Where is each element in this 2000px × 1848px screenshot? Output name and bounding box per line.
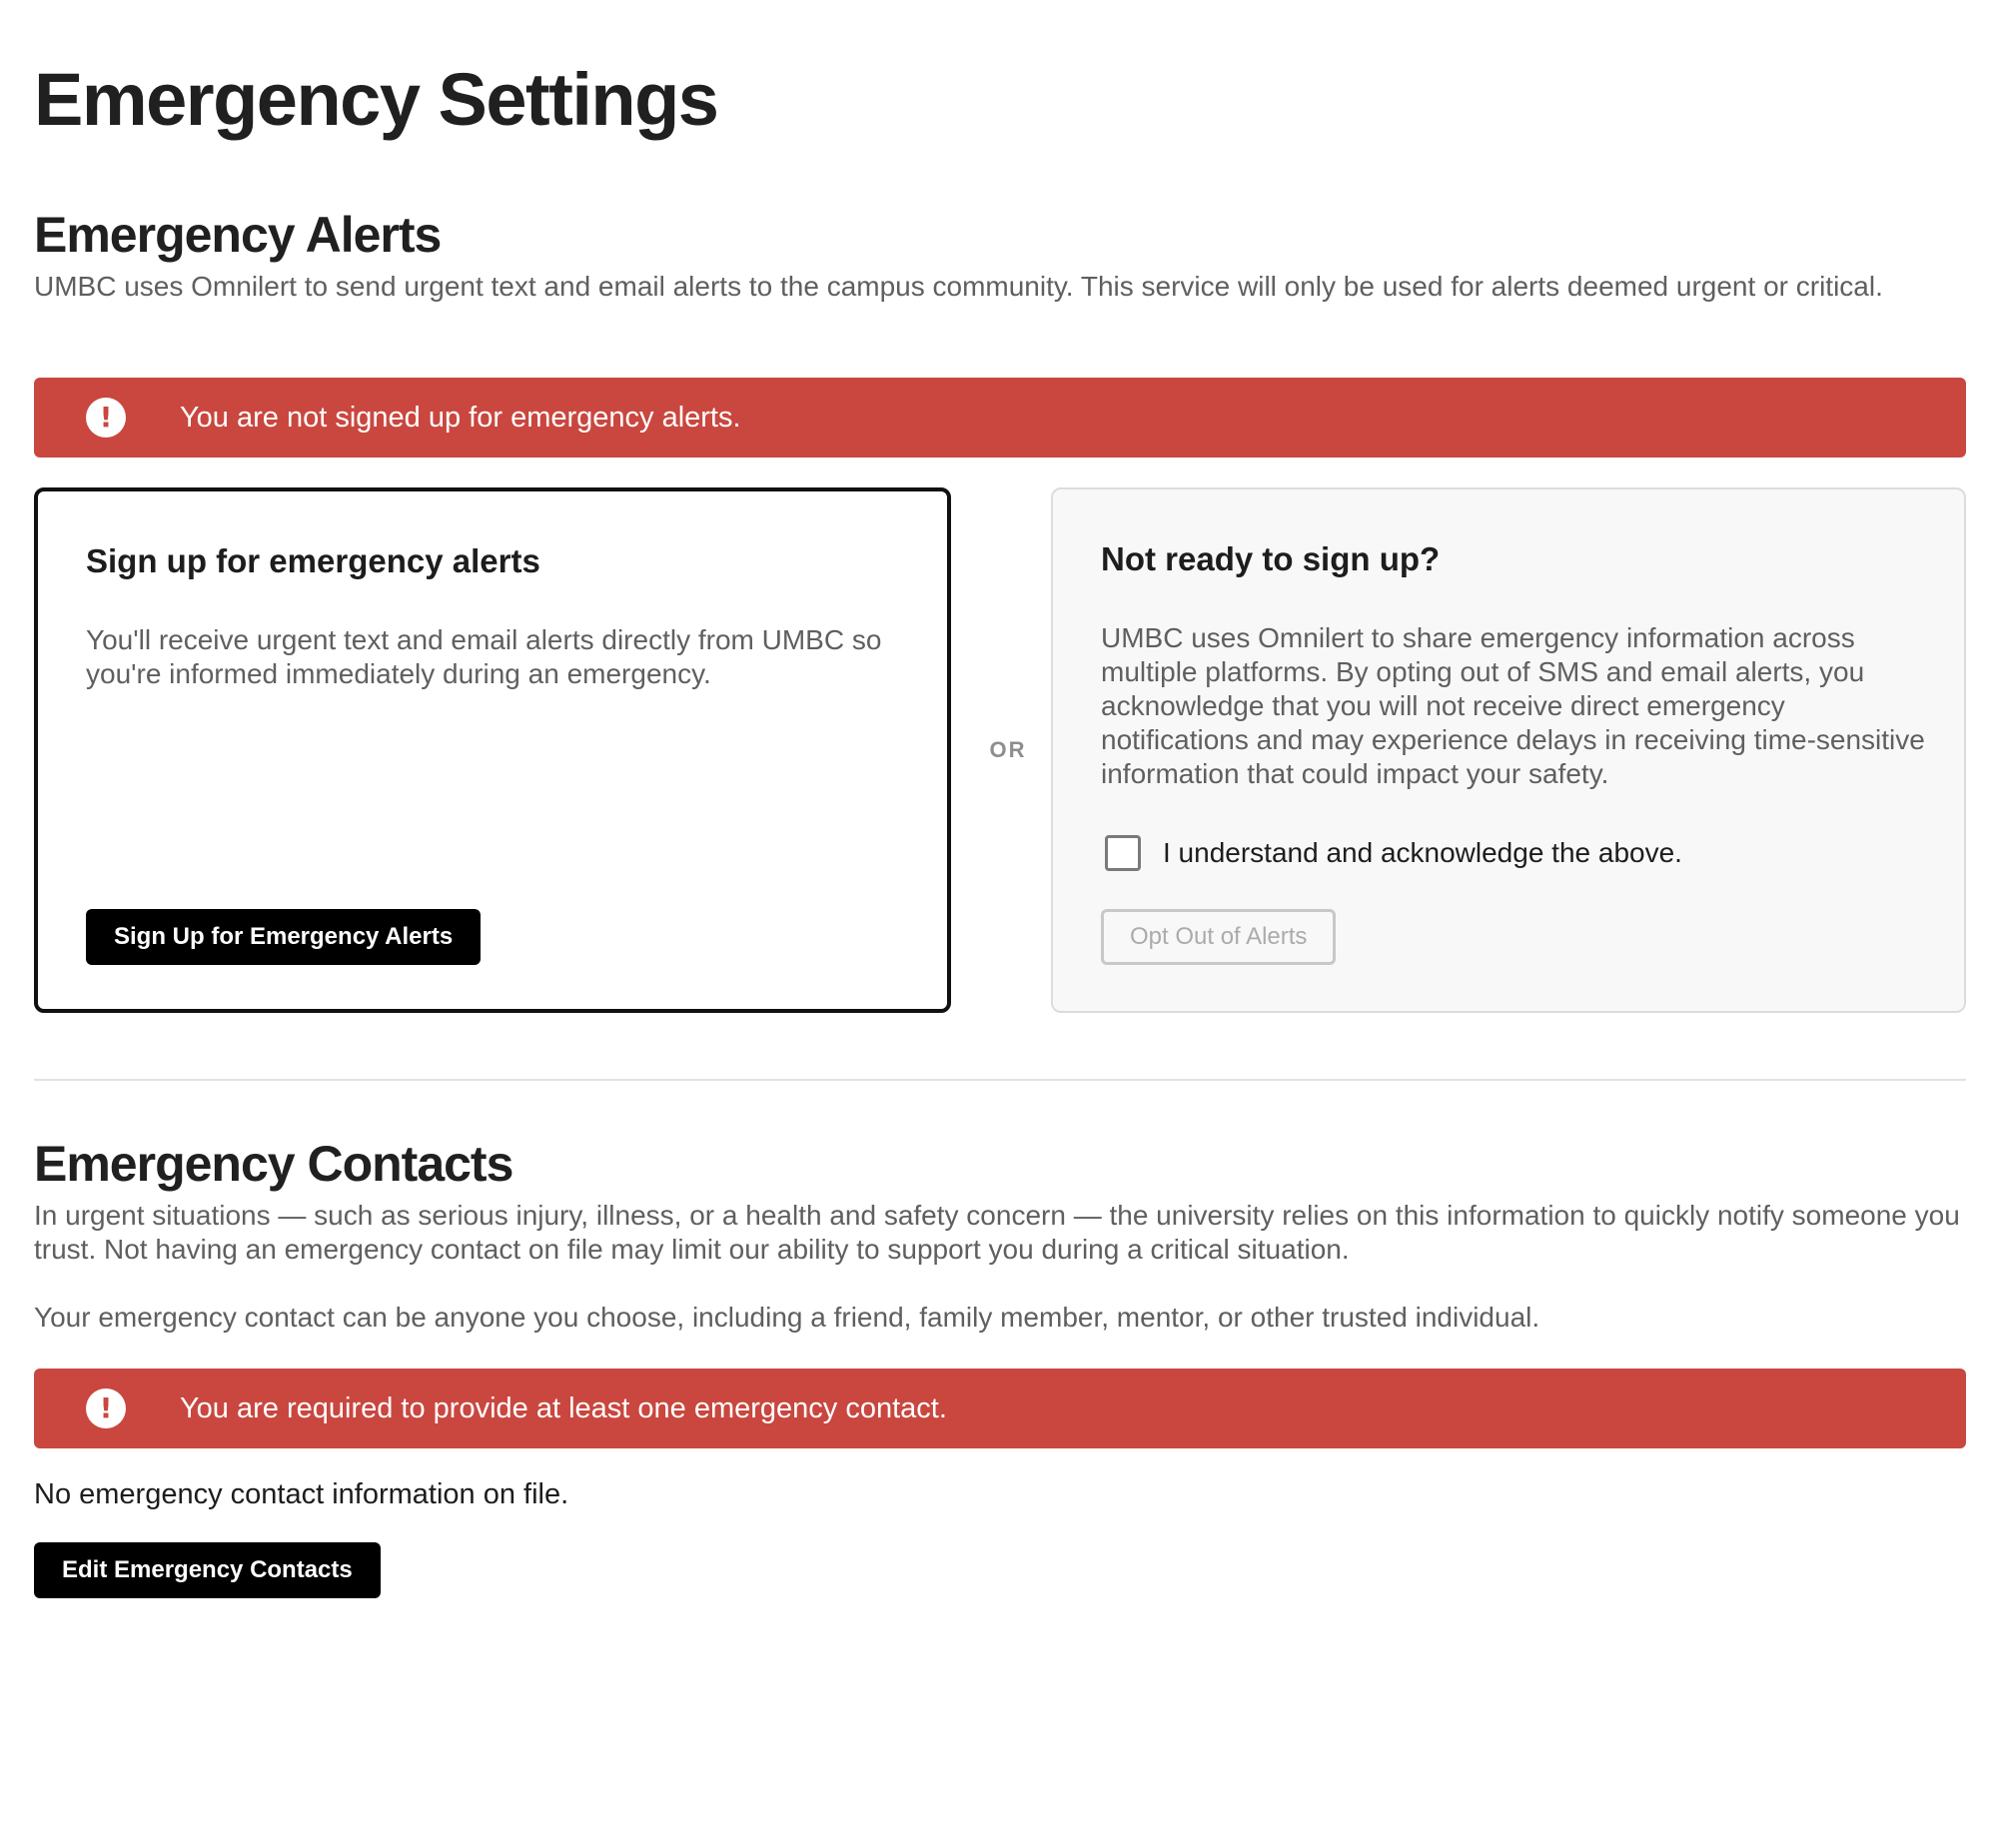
emergency-contacts-note: Your emergency contact can be anyone you choose, including a friend, family member, mentor, or other trusted individual. [34,1302,1540,1333]
opt-out-alerts-button[interactable]: Opt Out of Alerts [1101,909,1336,965]
acknowledge-row[interactable] [1105,835,1682,871]
alerts-status-text: You are not signed up for emergency alerts. [180,402,741,434]
emergency-alerts-description: UMBC uses Omnilert to send urgent text and email alerts to the campus community. This service will only be used for alerts deemed urgent or critical. [34,271,1883,302]
signup-card-title: Sign up for emergency alerts [86,542,540,579]
emergency-contacts-description: In urgent situations — such as serious injury, illness, or a health and safety concern — the university relies on this information to quickly notify someone you trust. Not having an emergency contact on file may limit our ability to support you during a critical situation. [34,1200,1960,1265]
optout-card-title: Not ready to sign up? [1101,540,1441,577]
no-contact-text: No emergency contact information on file. [34,1478,569,1510]
acknowledge-checkbox[interactable] [1105,835,1141,871]
optout-card-body: UMBC uses Omnilert to share emergency information across multiple platforms. By opting out of SMS and email alerts, you acknowledge that you will not receive direct emergency notifications and may experience delays in receiving time-sensitive information that could impact your safety. [1101,622,1925,789]
emergency-contacts-heading: Emergency Contacts [34,1136,513,1192]
exclamation-circle-icon: ! [86,1388,126,1428]
alerts-status-banner [34,378,1966,458]
acknowledge-label[interactable]: I understand and acknowledge the above. [1163,837,1682,868]
contacts-status-text: You are required to provide at least one emergency contact. [180,1392,947,1424]
exclamation-circle-icon: ! [86,398,126,438]
signup-card [34,487,951,1013]
section-divider [34,1079,1966,1081]
emergency-alerts-heading: Emergency Alerts [34,207,442,263]
edit-emergency-contacts-button[interactable]: Edit Emergency Contacts [34,1542,381,1598]
page-title: Emergency Settings [34,58,718,141]
signup-card-body: You'll receive urgent text and email alerts directly from UMBC so you're informed immediately during an emergency. [86,624,882,689]
contacts-status-banner [34,1369,1966,1448]
sign-up-alerts-button[interactable]: Sign Up for Emergency Alerts [86,909,481,965]
or-separator: OR [989,737,1027,762]
optout-card [1051,487,1966,1013]
